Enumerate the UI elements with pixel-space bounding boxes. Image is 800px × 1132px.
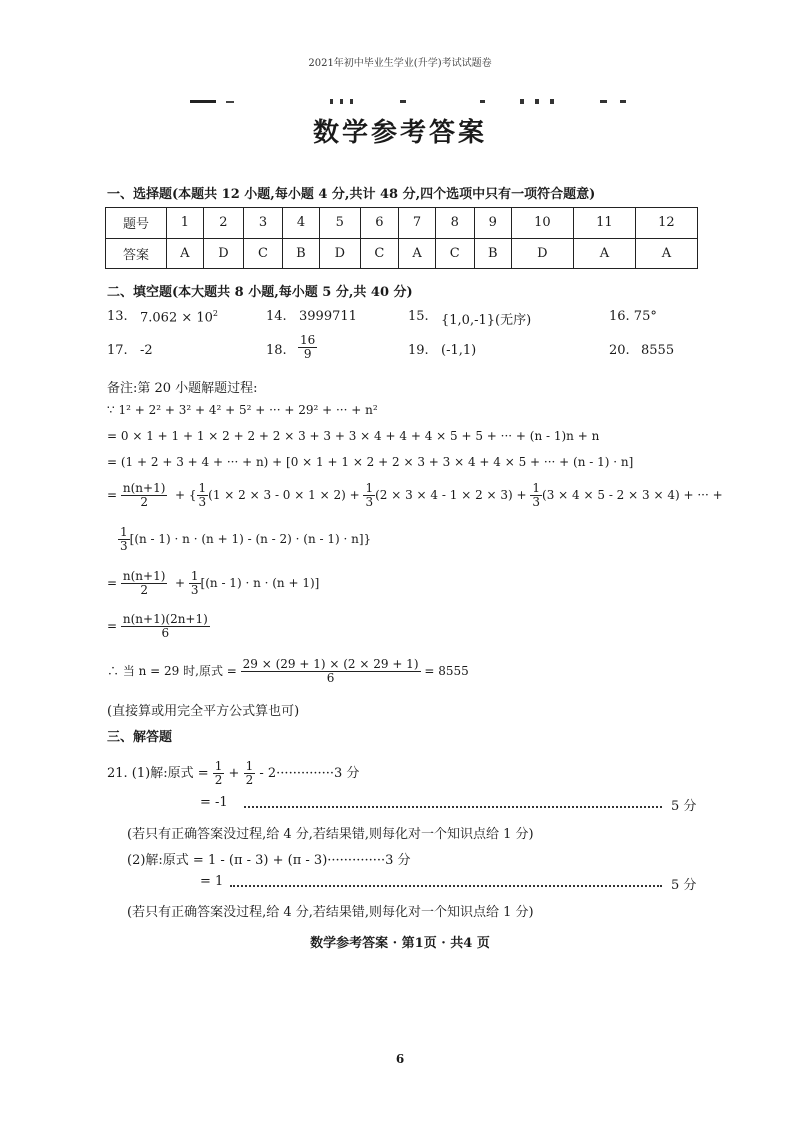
- score-5: 5 分: [671, 799, 697, 814]
- answer-cell: D: [511, 238, 573, 269]
- q13-exponent: 2: [212, 309, 219, 318]
- answer-cell: C: [360, 238, 399, 269]
- derivation-line-6: = $\frac{n(n+1)}{2}$ + $\frac{1}{3}$ [(n - 1) · n · (n + 1)]: [107, 569, 320, 598]
- dot-leader: [230, 885, 662, 887]
- term-2: (2 × 3 × 4 - 1 × 2 × 3) +: [375, 488, 527, 503]
- q18-number: 18.: [266, 343, 287, 358]
- grading-remark-1: (若只有正确答案没过程,给 4 分,若结果错,则每化对一个知识点给 1 分): [127, 827, 534, 842]
- term-last: [(n - 1) · n · (n + 1) - (n - 2) · (n - 1) · n]}: [129, 532, 372, 547]
- answer-cell: A: [167, 238, 204, 269]
- derivation-line-7: = $\frac{n(n+1)(2n+1)}{6}$: [107, 612, 208, 641]
- q19-answer: (-1,1): [441, 343, 477, 358]
- fraction-numerator: 29 × (29 + 1) × (2 × 29 + 1): [242, 657, 419, 671]
- fraction-denominator: 6: [326, 671, 335, 686]
- q14-answer: 3999711: [299, 309, 357, 324]
- term: [(n - 1) · n · (n + 1)]: [200, 576, 320, 591]
- fraction-denominator: 2: [140, 495, 148, 510]
- answer-cell: B: [282, 238, 319, 269]
- note-heading: 备注:第 20 小题解题过程:: [107, 381, 258, 396]
- fraction-numerator: n(n+1): [122, 481, 166, 495]
- fraction-numerator: n(n+1)(2n+1): [122, 612, 208, 626]
- fraction-denominator: 3: [198, 495, 207, 510]
- dot-leader: [244, 806, 662, 808]
- q16-answer: 16. 75°: [609, 309, 657, 324]
- conclusion-prefix: ∴ 当 n = 29 时,原式 =: [107, 664, 237, 679]
- q21-1-tail: - 2··············3 分: [259, 766, 360, 782]
- q20-answer: 8555: [641, 343, 675, 358]
- derivation-line-2: = 0 × 1 + 1 + 1 × 2 + 2 + 2 × 3 + 3 + 3 × 4 + 4 + 4 × 5 + 5 + ··· + (n - 1)n + n: [107, 429, 600, 443]
- score-5: 5 分: [671, 878, 697, 893]
- row-label-answer: 答案: [106, 238, 167, 269]
- question-number: 5: [320, 208, 360, 239]
- answer-cell: A: [399, 238, 436, 269]
- derivation-line-4: = $\frac{n(n+1)}{2}$ + { $\frac{1}{3}$ (1 × 2 × 3 - 0 × 1 × 2) + $\frac{1}{3}$ (2 × 3 × 4 - 1 × 2 × 3) + $\frac{1}{3}$ (3 × 4 × 5 - 2 × 3 × 4) + ··· +: [107, 481, 723, 510]
- question-number: 7: [399, 208, 436, 239]
- q18-fraction: [298, 334, 317, 361]
- q15-number: 15.: [408, 309, 429, 324]
- q21-2-line-1: (2)解:原式 = 1 - (π - 3) + (π - 3)··············3 分: [127, 853, 411, 868]
- fraction-denominator: 2: [245, 773, 254, 788]
- question-number: 2: [203, 208, 243, 239]
- fraction-denominator: 3: [532, 495, 541, 510]
- q21-1-line-1: 21. (1)解:原式 = $\frac{1}{2}$ + $\frac{1}{2}$ - 2··············3 分: [107, 759, 360, 788]
- fraction-denominator: 3: [120, 539, 128, 554]
- q14-number: 14.: [266, 309, 287, 324]
- scan-artifact-marks: [190, 98, 630, 106]
- page-footer: 数学参考答案 · 第1页 · 共4 页: [310, 936, 490, 951]
- fraction-numerator: 1: [214, 759, 223, 773]
- q13-number: 13.: [107, 309, 128, 324]
- derivation-line-1: ∵ 1² + 2² + 3² + 4² + 5² + ··· + 29² + ··· + n²: [107, 403, 378, 417]
- fraction-denominator: 2: [140, 583, 148, 598]
- row-label-number: 题号: [106, 208, 167, 239]
- page-number: 6: [395, 1052, 405, 1066]
- q17-number: 17.: [107, 343, 128, 358]
- fraction-numerator: 1: [120, 525, 128, 539]
- table-row-answers: [106, 238, 698, 269]
- q18-numerator: 16: [300, 333, 316, 347]
- fraction-numerator: 1: [190, 569, 199, 583]
- fraction-numerator: 1: [245, 759, 254, 773]
- exam-header: 2021年初中毕业生学业(升学)考试试题卷: [308, 58, 492, 69]
- question-number: 10: [511, 208, 573, 239]
- question-number: 1: [167, 208, 204, 239]
- question-number: 3: [244, 208, 283, 239]
- answer-table: [105, 207, 698, 269]
- q18-denominator: 9: [303, 347, 312, 362]
- q15-answer: {1,0,-1}(无序): [441, 313, 532, 328]
- answer-cell: D: [320, 238, 360, 269]
- answer-cell: C: [435, 238, 474, 269]
- term-1: (1 × 2 × 3 - 0 × 1 × 2) +: [208, 488, 360, 503]
- derivation-line-3: = (1 + 2 + 3 + 4 + ··· + n) + [0 × 1 + 1 × 2 + 2 × 3 + 3 × 4 + 4 × 5 + ··· + (n - 1) · n]: [107, 455, 634, 469]
- section1-heading: 一、选择题(本题共 12 小题,每小题 4 分,共计 48 分,四个选项中只有一项符合题意): [107, 187, 596, 202]
- answer-cell: A: [635, 238, 697, 269]
- q21-1-prefix: 21. (1)解:原式 =: [107, 766, 209, 782]
- q21-2-result: = 1: [200, 874, 224, 889]
- fraction-numerator: n(n+1): [122, 569, 166, 583]
- fraction-denominator: 2: [214, 773, 223, 788]
- q19-number: 19.: [408, 343, 429, 358]
- derivation-line-8: [107, 658, 469, 685]
- q17-answer: -2: [140, 343, 153, 358]
- section2-heading: 二、填空题(本大题共 8 小题,每小题 5 分,共 40 分): [107, 285, 413, 300]
- page-title: 数学参考答案: [312, 118, 487, 148]
- answer-cell: B: [474, 238, 511, 269]
- alternative-method-note: (直接算或用完全平方公式算也可): [107, 704, 300, 719]
- fraction-denominator: 3: [190, 583, 199, 598]
- question-number: 12: [635, 208, 697, 239]
- fraction-numerator: 1: [532, 481, 541, 495]
- term-3: (3 × 4 × 5 - 2 × 3 × 4) + ··· +: [542, 488, 723, 503]
- grading-remark-2: (若只有正确答案没过程,给 4 分,若结果错,则每化对一个知识点给 1 分): [127, 905, 534, 920]
- fraction-numerator: 1: [198, 481, 207, 495]
- question-number: 9: [474, 208, 511, 239]
- question-number: 11: [573, 208, 635, 239]
- q20-number: 20.: [609, 343, 630, 358]
- table-row-numbers: [106, 208, 698, 239]
- fraction-denominator: 6: [161, 626, 170, 641]
- question-number: 6: [360, 208, 399, 239]
- answer-cell: A: [573, 238, 635, 269]
- q13-answer: [140, 309, 218, 325]
- fraction-denominator: 3: [365, 495, 374, 510]
- answer-cell: C: [244, 238, 283, 269]
- derivation-line-5: [118, 526, 371, 553]
- answer-cell: D: [203, 238, 243, 269]
- question-number: 4: [282, 208, 319, 239]
- conclusion-result: = 8555: [424, 664, 469, 679]
- q21-1-result: = -1: [200, 795, 228, 810]
- q13-mantissa: 7.062 × 10: [140, 310, 213, 326]
- question-number: 8: [435, 208, 474, 239]
- section3-heading: 三、解答题: [107, 730, 173, 745]
- fraction-numerator: 1: [365, 481, 374, 495]
